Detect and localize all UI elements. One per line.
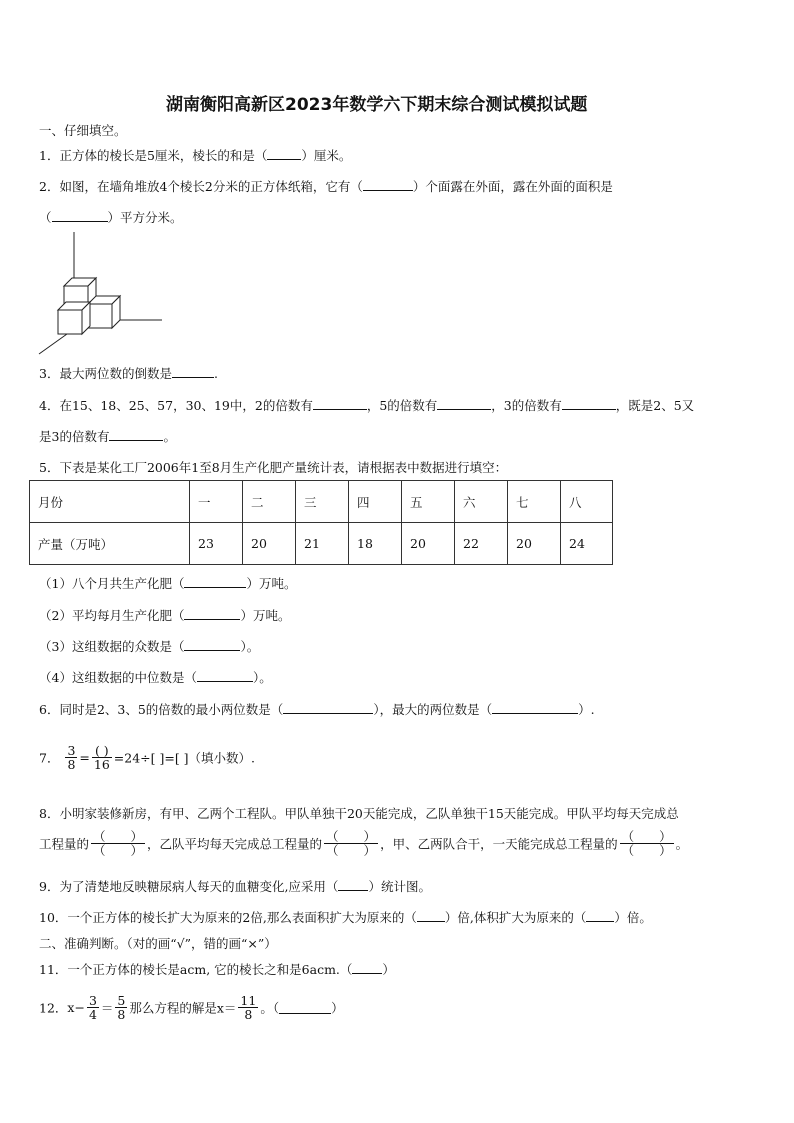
table-cell: 21 (296, 523, 349, 565)
table-cell: 三 (296, 481, 349, 523)
question-text: （1）八个月共生产化肥（ (39, 576, 185, 591)
answer-blank[interactable] (586, 909, 614, 922)
question-9 (39, 877, 431, 895)
question-3 (39, 364, 218, 382)
table-row (30, 481, 613, 523)
table-cell: 18 (349, 523, 402, 565)
question-text: （4）这组数据的中位数是（ (39, 670, 197, 685)
question-text: （3）这组数据的众数是（ (39, 639, 185, 654)
table-cell: 六 (455, 481, 508, 523)
fraction-numerator: （ ） (621, 829, 672, 844)
question-number: 6． (39, 702, 60, 717)
question-number: 9． (39, 879, 60, 894)
corner-cubes-figure (34, 228, 166, 358)
question-5-sub-2 (39, 606, 290, 624)
question-8-continued (39, 830, 688, 857)
question-2 (39, 177, 613, 195)
question-4 (39, 396, 694, 414)
answer-blank[interactable] (184, 575, 246, 588)
question-text: ）。 (240, 639, 260, 654)
question-11 (39, 960, 395, 978)
answer-blank[interactable] (109, 428, 163, 441)
question-text: 如图，在墙角堆放4个棱长2分米的正方体纸箱，它有（ (59, 179, 363, 194)
question-10 (39, 908, 652, 926)
question-text: ）万吨。 (246, 576, 297, 591)
page-title: 湖南衡阳高新区2023年数学六下期末综合测试模拟试题 (166, 95, 588, 115)
question-text: 一个正方体的棱长是acm, 它的棱长之和是6acm.（ (67, 962, 353, 977)
question-text: ）。 (252, 670, 272, 685)
question-text: ）统计图。 (368, 879, 431, 894)
question-text: 。 (163, 429, 176, 444)
question-text: . (213, 366, 218, 381)
question-text: 小明家装修新房，有甲、乙两个工程队。甲队单独干20天能完成，乙队单独干15天能完成。甲队平均每天完成总 (59, 806, 679, 821)
question-number: 1． (39, 148, 60, 163)
fraction-numerator: 11 (240, 993, 257, 1008)
fraction-answer-blank[interactable] (91, 830, 145, 857)
question-text: ）个面露在外面，露在外面的面积是 (412, 179, 613, 194)
fraction-denominator: （ ） (326, 843, 377, 859)
question-number: 8． (39, 806, 60, 821)
question-text: ） (382, 962, 395, 977)
question-number: 3． (39, 366, 60, 381)
cube-bottom-right (88, 296, 120, 328)
question-text: （ (39, 210, 52, 225)
answer-blank[interactable] (172, 365, 214, 378)
fraction-answer-blank[interactable] (620, 830, 674, 857)
table-cell: 二 (243, 481, 296, 523)
fraction-numerator: （ ） (326, 829, 377, 844)
question-5-sub-3 (39, 637, 259, 655)
question-text: 工程量的 (39, 836, 90, 852)
question-number: 12． (39, 1000, 68, 1016)
question-text: 一个正方体的棱长扩大为原来的2倍,那么表面积扩大为原来的（ (67, 910, 417, 925)
question-text: x− (67, 1000, 85, 1016)
question-number: 7． (39, 750, 60, 766)
fraction-denominator: 8 (244, 1007, 253, 1023)
question-text: ，3的倍数有 (491, 398, 562, 413)
equals-sign: = (79, 750, 90, 766)
answer-blank[interactable] (184, 607, 240, 620)
question-8 (39, 804, 679, 822)
table-cell: 22 (455, 523, 508, 565)
question-text: ，5的倍数有 (366, 398, 438, 413)
cube-bottom-left (58, 302, 90, 334)
section-heading-true-false: 二、准确判断。（对的画“√”，错的画“×”） (39, 936, 277, 951)
answer-blank[interactable] (52, 209, 108, 222)
fraction-denominator: （ ） (93, 843, 144, 859)
question-number: 10． (39, 910, 68, 925)
question-text: 为了清楚地反映糖尿病人每天的血糖变化,应采用（ (59, 879, 339, 894)
question-text: 那么方程的解是x＝ (129, 1000, 237, 1016)
question-number: 4． (39, 398, 60, 413)
table-cell: 七 (508, 481, 561, 523)
question-text: 。 (675, 836, 689, 852)
fraction-numerator: ( ) (92, 744, 112, 758)
answer-blank[interactable] (338, 878, 368, 891)
answer-blank[interactable] (267, 147, 301, 160)
answer-blank[interactable] (279, 1001, 331, 1014)
question-number: 2． (39, 179, 60, 194)
question-12 (39, 994, 344, 1021)
question-1 (39, 146, 351, 164)
fraction (238, 994, 258, 1021)
question-4-continued (39, 427, 176, 445)
fertilizer-production-table (29, 480, 613, 565)
question-text: 正方体的棱长是5厘米，棱长的和是（ (59, 148, 268, 163)
answer-blank[interactable] (184, 638, 240, 651)
question-text: =24÷[ ]=[ ]（填小数）. (113, 750, 256, 766)
answer-blank[interactable] (197, 669, 253, 682)
question-5 (39, 458, 507, 476)
question-7 (39, 744, 255, 771)
question-text: ）平方分米。 (107, 210, 183, 225)
question-text: ）万吨。 (240, 608, 291, 623)
answer-blank[interactable] (492, 701, 578, 714)
table-cell: 20 (402, 523, 455, 565)
section-heading-fill-blanks: 一、仔细填空。 (39, 123, 127, 138)
question-text: ）倍,体积扩大为原来的（ (444, 910, 587, 925)
table-cell: 23 (190, 523, 243, 565)
answer-blank[interactable] (283, 701, 373, 714)
question-6 (39, 700, 595, 718)
question-text: 下表是某化工厂2006年1至8月生产化肥产量统计表，请根据表中数据进行填空： (59, 460, 508, 475)
question-text: ） (331, 1000, 344, 1016)
question-text: 是3的倍数有 (39, 429, 110, 444)
answer-blank[interactable] (363, 178, 413, 191)
answer-blank[interactable] (417, 909, 445, 922)
table-row (30, 523, 613, 565)
question-number: 5． (39, 460, 60, 475)
question-5-sub-4 (39, 668, 272, 686)
question-text: ），最大的两位数是（ (373, 702, 493, 717)
question-5-sub-1 (39, 574, 296, 592)
fraction-answer-blank[interactable] (324, 830, 378, 857)
question-text: 。（ (260, 1000, 280, 1016)
question-text: 同时是2、3、5的倍数的最小两位数是（ (59, 702, 284, 717)
fraction-numerator: 3 (88, 993, 97, 1008)
table-cell: 五 (402, 481, 455, 523)
question-text: ）. (578, 702, 595, 717)
table-header-cell: 产量（万吨） (30, 523, 190, 565)
question-text: （2）平均每月生产化肥（ (39, 608, 185, 623)
fraction (65, 744, 77, 771)
question-2-continued (39, 208, 183, 226)
equals-sign: ＝ (100, 1000, 114, 1016)
question-text: ）厘米。 (301, 148, 352, 163)
question-text: 在15、18、25、57，30、19中，2的倍数有 (59, 398, 313, 413)
fraction-denominator: 16 (93, 757, 110, 773)
question-text: 最大两位数的倒数是 (59, 366, 172, 381)
question-text: ，甲、乙两队合干，一天能完成总工程量的 (380, 836, 618, 852)
question-text: ）倍。 (614, 910, 652, 925)
answer-blank[interactable] (562, 397, 616, 410)
fraction-numerator: （ ） (93, 829, 144, 844)
fraction-denominator: 8 (117, 1007, 126, 1023)
table-cell: 四 (349, 481, 402, 523)
table-header-cell: 月份 (30, 481, 190, 523)
fraction (115, 994, 127, 1021)
table-cell: 20 (508, 523, 561, 565)
fraction (87, 994, 99, 1021)
question-text: ，既是2、5又 (615, 398, 695, 413)
table-cell: 20 (243, 523, 296, 565)
fraction-denominator: 8 (67, 757, 76, 773)
table-cell: 一 (190, 481, 243, 523)
fraction-numerator: 3 (67, 743, 76, 758)
question-text: ，乙队平均每天完成总工程量的 (147, 836, 323, 852)
answer-blank[interactable] (437, 397, 491, 410)
fraction-numerator: 5 (117, 993, 126, 1008)
fraction-with-blank[interactable] (92, 744, 112, 771)
question-number: 11． (39, 962, 68, 977)
table-cell: 八 (561, 481, 613, 523)
fraction-denominator: 4 (88, 1007, 97, 1023)
table-cell: 24 (561, 523, 613, 565)
answer-blank[interactable] (313, 397, 367, 410)
answer-blank[interactable] (352, 961, 382, 974)
fraction-denominator: （ ） (621, 843, 672, 859)
